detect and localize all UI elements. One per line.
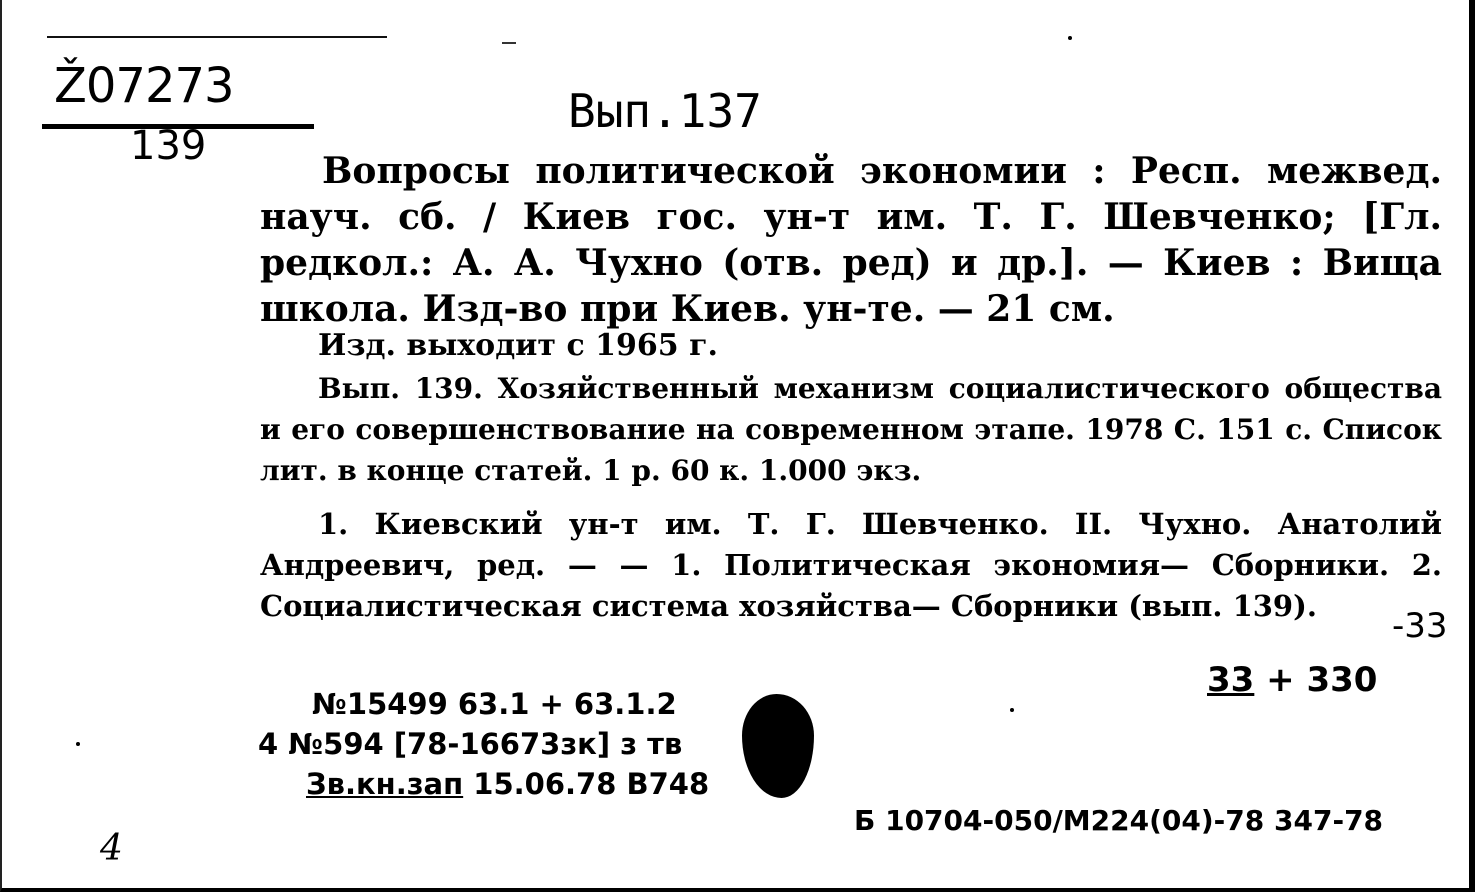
record-line-3-value: 15.06.78 В748 xyxy=(473,767,710,801)
speck xyxy=(76,742,80,746)
issue-description: Вып. 139. Хозяйственный механизм социалистического общества и его совершенствование на современном этапе. 1978 С. 151 с. Список лит. в конце статей. 1 р. 60 к. 1.000 экз. xyxy=(260,372,1442,487)
top-rule xyxy=(47,36,387,38)
classification-mark: -33 xyxy=(1392,606,1448,646)
ink-blot xyxy=(742,694,814,798)
call-number-sub: 139 xyxy=(130,123,207,169)
classification-mark-2 xyxy=(1207,660,1377,700)
speck xyxy=(1068,36,1072,40)
call-number: Ž07273 xyxy=(54,58,234,114)
record-line-3-label: Зв.кн.зап xyxy=(306,767,464,801)
main-entry xyxy=(260,148,1442,332)
publication-note: Изд. выходит с 1965 г. xyxy=(318,328,718,363)
record-block xyxy=(258,684,709,804)
tracings: 1. Киевский ун-т им. Т. Г. Шевченко. II. Чухно. Анатолий Андреевич, ред. — — 1. Политическая экономия— Сборники. 2. Социалистическая система хозяйства— Сборники (вып. 139). xyxy=(260,507,1442,623)
bbk-line: Б 10704-050/М224(04)-78 347-78 xyxy=(854,804,1384,837)
classification-mark-2-a: 33 xyxy=(1207,660,1255,700)
speck xyxy=(1010,708,1014,712)
main-entry-text: Вопросы политической экономии : Респ. межвед. науч. сб. / Киев гос. ун-т им. Т. Г. Шевченко; [Гл. редкол.: А. А. Чухно (отв. ред) и др.]. — Киев : Вища школа. Изд-во при Киев. ун-те. — 21 см. xyxy=(260,150,1442,330)
pencil-mark: 4 xyxy=(100,828,123,869)
record-line-3 xyxy=(258,764,709,804)
record-line-2: 4 №594 [78-16673зк] з тв xyxy=(258,727,683,761)
record-line-1: №15499 63.1 + 63.1.2 xyxy=(312,687,677,721)
classification-mark-2-b: + 330 xyxy=(1266,660,1378,700)
top-rule-mark xyxy=(502,42,516,44)
issue-header: Вып.137 xyxy=(568,84,762,138)
